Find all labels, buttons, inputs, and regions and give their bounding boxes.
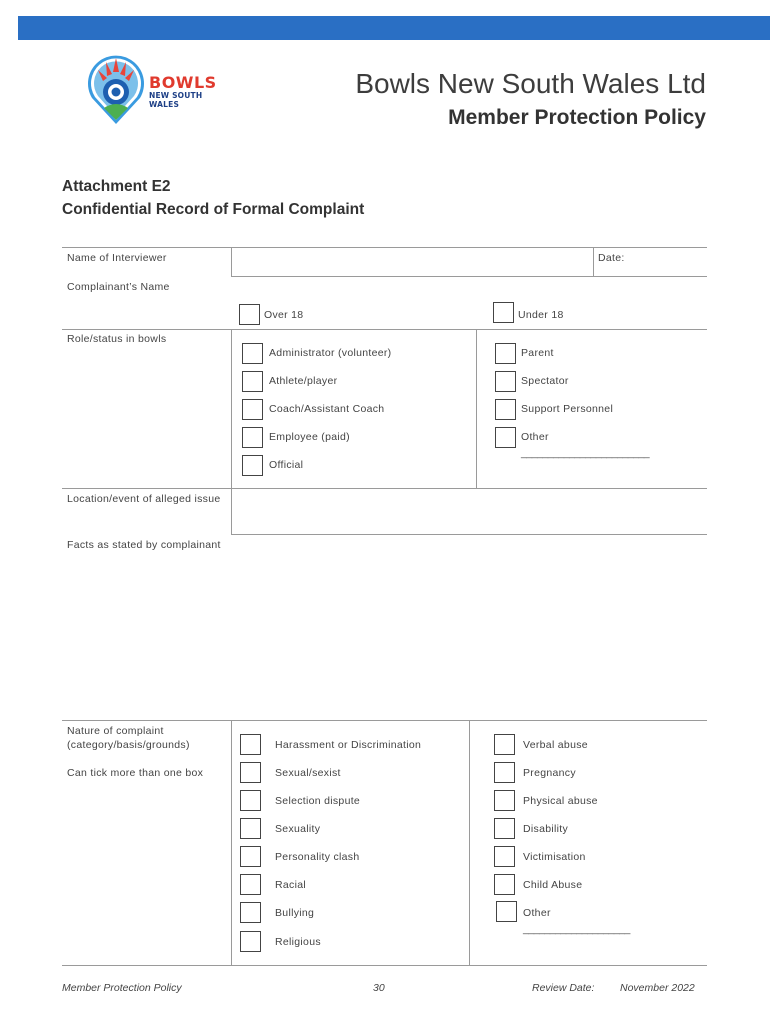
complainant-label: Complainant’s Name	[67, 281, 170, 293]
role-employee-checkbox[interactable]	[242, 427, 263, 448]
logo-wordmark: BOWLS	[149, 73, 217, 92]
nature-child-abuse-label: Child Abuse	[523, 879, 583, 891]
interviewer-label: Name of Interviewer	[67, 252, 167, 264]
attachment-label: Attachment E2	[62, 178, 171, 195]
role-spectator-label: Spectator	[521, 375, 569, 387]
nature-physical-checkbox[interactable]	[494, 790, 515, 811]
nature-harassment-label: Harassment or Discrimination	[275, 739, 422, 751]
nature-disability-label: Disability	[523, 823, 569, 835]
nature-selection-label: Selection dispute	[275, 795, 361, 807]
table-top-border	[62, 247, 707, 248]
date-label: Date:	[598, 252, 625, 264]
role-official-label: Official	[269, 459, 304, 471]
role-administrator-label: Administrator (volunteer)	[269, 347, 392, 359]
footer-policy: Member Protection Policy	[62, 982, 182, 994]
nature-verbal-checkbox[interactable]	[494, 734, 515, 755]
form-title: Confidential Record of Formal Complaint	[62, 201, 365, 218]
footer-review-date: November 2022	[620, 982, 695, 994]
column-divider	[593, 247, 594, 276]
nature-selection-checkbox[interactable]	[240, 790, 261, 811]
over-18-label: Over 18	[264, 309, 304, 321]
table-bottom-border	[62, 965, 707, 966]
bowls-nsw-logo	[84, 52, 234, 126]
nature-pregnancy-label: Pregnancy	[523, 767, 576, 779]
nature-sexuality-label: Sexuality	[275, 823, 321, 835]
policy-title: Member Protection Policy	[448, 106, 706, 129]
nature-bullying-label: Bullying	[275, 907, 315, 919]
role-administrator-checkbox[interactable]	[242, 343, 263, 364]
row-divider	[231, 276, 707, 277]
over-18-checkbox[interactable]	[239, 304, 260, 325]
nature-religious-label: Religious	[275, 936, 321, 948]
nature-personality-label: Personality clash	[275, 851, 360, 863]
column-divider	[476, 329, 477, 488]
column-divider	[469, 720, 470, 965]
nature-physical-label: Physical abuse	[523, 795, 598, 807]
nature-sexuality-checkbox[interactable]	[240, 818, 261, 839]
role-parent-label: Parent	[521, 347, 554, 359]
role-other-checkbox[interactable]	[495, 427, 516, 448]
header-bar	[18, 16, 770, 40]
footer-page-number: 30	[373, 982, 385, 994]
nature-verbal-label: Verbal abuse	[523, 739, 588, 751]
role-label: Role/status in bowls	[67, 333, 167, 345]
nature-victimisation-checkbox[interactable]	[494, 846, 515, 867]
nature-sexual-checkbox[interactable]	[240, 762, 261, 783]
column-divider	[231, 247, 232, 276]
logo-emblem-icon	[84, 52, 148, 126]
role-other-blank[interactable]: ________________________	[521, 447, 650, 459]
nature-victimisation-label: Victimisation	[523, 851, 586, 863]
role-spectator-checkbox[interactable]	[495, 371, 516, 392]
facts-label: Facts as stated by complainant	[67, 539, 221, 551]
role-employee-label: Employee (paid)	[269, 431, 350, 443]
nature-racial-checkbox[interactable]	[240, 874, 261, 895]
nature-bullying-checkbox[interactable]	[240, 902, 261, 923]
row-divider	[62, 329, 707, 330]
nature-sexual-label: Sexual/sexist	[275, 767, 341, 779]
nature-child-abuse-checkbox[interactable]	[494, 874, 515, 895]
nature-harassment-checkbox[interactable]	[240, 734, 261, 755]
nature-other-label: Other	[523, 907, 551, 919]
role-other-label: Other	[521, 431, 549, 443]
nature-label: Nature of complaint (category/basis/grounds)	[67, 725, 190, 751]
role-athlete-label: Athlete/player	[269, 375, 338, 387]
role-support-checkbox[interactable]	[495, 399, 516, 420]
footer-review-label: Review Date:	[532, 982, 595, 994]
column-divider	[231, 329, 232, 535]
role-coach-checkbox[interactable]	[242, 399, 263, 420]
role-support-label: Support Personnel	[521, 403, 614, 415]
nature-pregnancy-checkbox[interactable]	[494, 762, 515, 783]
row-divider	[62, 720, 707, 721]
column-divider	[231, 720, 232, 965]
under-18-checkbox[interactable]	[493, 302, 514, 323]
under-18-label: Under 18	[518, 309, 564, 321]
row-divider	[231, 534, 707, 535]
nature-disability-checkbox[interactable]	[494, 818, 515, 839]
nature-personality-checkbox[interactable]	[240, 846, 261, 867]
nature-religious-checkbox[interactable]	[240, 931, 261, 952]
nature-other-checkbox[interactable]	[496, 901, 517, 922]
org-title: Bowls New South Wales Ltd	[355, 68, 706, 99]
role-coach-label: Coach/Assistant Coach	[269, 403, 385, 415]
location-label: Location/event of alleged issue	[67, 493, 221, 505]
role-athlete-checkbox[interactable]	[242, 371, 263, 392]
role-official-checkbox[interactable]	[242, 455, 263, 476]
nature-other-blank[interactable]: ____________________	[523, 923, 630, 935]
row-divider	[62, 488, 707, 489]
nature-hint: Can tick more than one box	[67, 767, 204, 779]
role-parent-checkbox[interactable]	[495, 343, 516, 364]
logo-subtitle: NEW SOUTH WALES	[149, 91, 203, 109]
nature-racial-label: Racial	[275, 879, 306, 891]
